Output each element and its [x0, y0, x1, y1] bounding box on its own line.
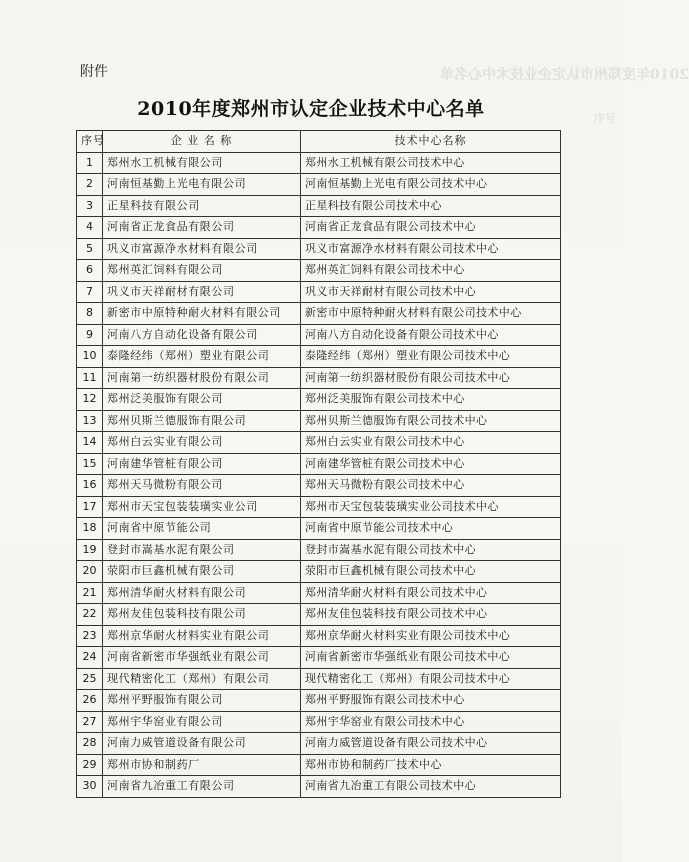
table-row [77, 410, 561, 432]
enterprise-name: 泰隆经纬（郑州）塑业有限公司 [103, 346, 301, 368]
tech-center-name: 河南省中原节能公司技术中心 [301, 518, 561, 540]
table-row [77, 625, 561, 647]
table-row [77, 346, 561, 368]
row-number: 17 [77, 496, 103, 518]
tech-center-name: 河南省新密市华强纸业有限公司技术中心 [301, 647, 561, 669]
table-row [77, 217, 561, 239]
show-through-title: 2010年度郑州市认定企业技术中心名单 [440, 67, 689, 83]
enterprise-name: 河南力威管道设备有限公司 [103, 733, 301, 755]
table-header-row [77, 131, 561, 153]
row-number: 16 [77, 475, 103, 497]
tech-center-name: 新密市中原特种耐火材料有限公司技术中心 [301, 303, 561, 325]
row-number: 8 [77, 303, 103, 325]
tech-center-name: 郑州天马微粉有限公司技术中心 [301, 475, 561, 497]
row-number: 9 [77, 324, 103, 346]
enterprise-name: 郑州清华耐火材料有限公司 [103, 582, 301, 604]
row-number: 29 [77, 754, 103, 776]
enterprise-name: 郑州友佳包装科技有限公司 [103, 604, 301, 626]
tech-center-name: 登封市嵩基水泥有限公司技术中心 [301, 539, 561, 561]
table-row [77, 367, 561, 389]
tech-center-name: 郑州清华耐火材料有限公司技术中心 [301, 582, 561, 604]
tech-center-name: 河南第一纺织器材股份有限公司技术中心 [301, 367, 561, 389]
table-row [77, 604, 561, 626]
enterprise-name: 郑州泛美服饰有限公司 [103, 389, 301, 411]
table-row [77, 647, 561, 669]
tech-center-name: 郑州京华耐火材料实业有限公司技术中心 [301, 625, 561, 647]
tech-center-name: 河南力威管道设备有限公司技术中心 [301, 733, 561, 755]
row-number: 15 [77, 453, 103, 475]
table-row [77, 518, 561, 540]
table-row [77, 711, 561, 733]
row-number: 10 [77, 346, 103, 368]
enterprise-name: 登封市嵩基水泥有限公司 [103, 539, 301, 561]
enterprise-name: 郑州天马微粉有限公司 [103, 475, 301, 497]
row-number: 1 [77, 152, 103, 174]
row-number: 28 [77, 733, 103, 755]
tech-center-name: 正星科技有限公司技术中心 [301, 195, 561, 217]
table-row [77, 389, 561, 411]
table-row [77, 432, 561, 454]
row-number: 25 [77, 668, 103, 690]
enterprise-name: 郑州市天宝包装装璜实业公司 [103, 496, 301, 518]
enterprise-name: 河南八方自动化设备有限公司 [103, 324, 301, 346]
tech-center-name: 巩义市富源净水材料有限公司技术中心 [301, 238, 561, 260]
enterprise-name: 新密市中原特种耐火材料有限公司 [103, 303, 301, 325]
tech-center-name: 河南恒基勤上光电有限公司技术中心 [301, 174, 561, 196]
row-number: 19 [77, 539, 103, 561]
tech-center-name: 郑州友佳包装科技有限公司技术中心 [301, 604, 561, 626]
table-row [77, 582, 561, 604]
table-row [77, 776, 561, 798]
table-row [77, 668, 561, 690]
table-row [77, 174, 561, 196]
enterprise-name: 巩义市天祥耐材有限公司 [103, 281, 301, 303]
row-number: 2 [77, 174, 103, 196]
table-row [77, 195, 561, 217]
page-title: 2010年度郑州市认定企业技术中心名单 [137, 98, 485, 120]
enterprise-name: 郑州贝斯兰德服饰有限公司 [103, 410, 301, 432]
enterprise-name: 河南省九冶重工有限公司 [103, 776, 301, 798]
row-number: 6 [77, 260, 103, 282]
tech-center-name: 郑州贝斯兰德服饰有限公司技术中心 [301, 410, 561, 432]
row-number: 12 [77, 389, 103, 411]
enterprise-name: 河南恒基勤上光电有限公司 [103, 174, 301, 196]
enterprise-name: 巩义市富源净水材料有限公司 [103, 238, 301, 260]
row-number: 13 [77, 410, 103, 432]
row-number: 22 [77, 604, 103, 626]
tech-center-name: 河南省九冶重工有限公司技术中心 [301, 776, 561, 798]
tech-center-name: 河南八方自动化设备有限公司技术中心 [301, 324, 561, 346]
table-row [77, 561, 561, 583]
row-number: 27 [77, 711, 103, 733]
tech-center-name: 郑州泛美服饰有限公司技术中心 [301, 389, 561, 411]
enterprise-name: 郑州宇华窑业有限公司 [103, 711, 301, 733]
header-enterprise: 企 业 名 称 [103, 131, 301, 153]
enterprise-name: 郑州京华耐火材料实业有限公司 [103, 625, 301, 647]
enterprise-table [76, 130, 561, 798]
table-row [77, 453, 561, 475]
enterprise-name: 河南省中原节能公司 [103, 518, 301, 540]
enterprise-name: 荥阳市巨鑫机械有限公司 [103, 561, 301, 583]
tech-center-name: 郑州市天宝包装装璜实业公司技术中心 [301, 496, 561, 518]
row-number: 24 [77, 647, 103, 669]
enterprise-name: 河南第一纺织器材股份有限公司 [103, 367, 301, 389]
table-row [77, 690, 561, 712]
enterprise-name: 郑州英汇饲料有限公司 [103, 260, 301, 282]
tech-center-name: 河南省正龙食品有限公司技术中心 [301, 217, 561, 239]
row-number: 30 [77, 776, 103, 798]
tech-center-name: 郑州水工机械有限公司技术中心 [301, 152, 561, 174]
tech-center-name: 郑州市协和制药厂技术中心 [301, 754, 561, 776]
table-row [77, 324, 561, 346]
table-row [77, 152, 561, 174]
row-number: 23 [77, 625, 103, 647]
header-no: 序号 [77, 131, 103, 153]
row-number: 14 [77, 432, 103, 454]
table-row [77, 281, 561, 303]
tech-center-name: 河南建华管桩有限公司技术中心 [301, 453, 561, 475]
enterprise-name: 河南省新密市华强纸业有限公司 [103, 647, 301, 669]
enterprise-name: 河南建华管桩有限公司 [103, 453, 301, 475]
table-row [77, 733, 561, 755]
row-number: 11 [77, 367, 103, 389]
row-number: 3 [77, 195, 103, 217]
tech-center-name: 郑州英汇饲料有限公司技术中心 [301, 260, 561, 282]
tech-center-name: 泰隆经纬（郑州）塑业有限公司技术中心 [301, 346, 561, 368]
enterprise-name: 郑州水工机械有限公司 [103, 152, 301, 174]
enterprise-name: 正星科技有限公司 [103, 195, 301, 217]
tech-center-name: 巩义市天祥耐材有限公司技术中心 [301, 281, 561, 303]
table-row [77, 238, 561, 260]
tech-center-name: 荥阳市巨鑫机械有限公司技术中心 [301, 561, 561, 583]
row-number: 7 [77, 281, 103, 303]
row-number: 26 [77, 690, 103, 712]
header-center: 技术中心名称 [301, 131, 561, 153]
row-number: 20 [77, 561, 103, 583]
table-row [77, 754, 561, 776]
enterprise-name: 郑州白云实业有限公司 [103, 432, 301, 454]
table-row [77, 303, 561, 325]
table-row [77, 475, 561, 497]
table-row [77, 539, 561, 561]
tech-center-name: 现代精密化工（郑州）有限公司技术中心 [301, 668, 561, 690]
row-number: 5 [77, 238, 103, 260]
row-number: 21 [77, 582, 103, 604]
row-number: 4 [77, 217, 103, 239]
tech-center-name: 郑州平野服饰有限公司技术中心 [301, 690, 561, 712]
show-through-header: 序号 [594, 112, 616, 125]
enterprise-name: 河南省正龙食品有限公司 [103, 217, 301, 239]
enterprise-name: 郑州市协和制药厂 [103, 754, 301, 776]
enterprise-name: 郑州平野服饰有限公司 [103, 690, 301, 712]
enterprise-name: 现代精密化工（郑州）有限公司 [103, 668, 301, 690]
tech-center-name: 郑州白云实业有限公司技术中心 [301, 432, 561, 454]
table-row [77, 260, 561, 282]
tech-center-name: 郑州宇华窑业有限公司技术中心 [301, 711, 561, 733]
table-row [77, 496, 561, 518]
attachment-label: 附件 [80, 64, 108, 80]
row-number: 18 [77, 518, 103, 540]
